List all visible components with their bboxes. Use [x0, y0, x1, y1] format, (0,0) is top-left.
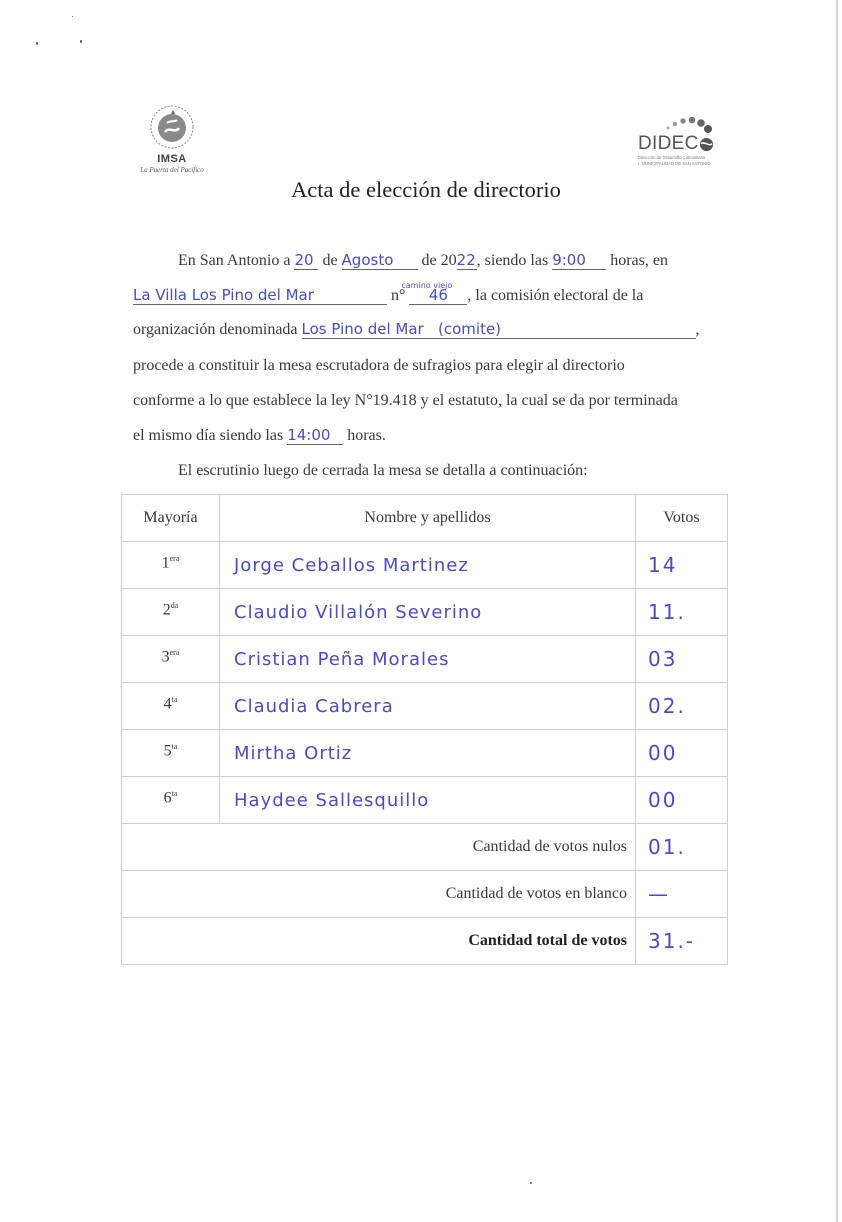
number-field[interactable]: 46: [409, 286, 467, 305]
month-field[interactable]: Agosto: [342, 251, 418, 270]
scan-speck: [530, 1182, 532, 1184]
line-4: [133, 356, 720, 376]
text-n: n°: [391, 287, 406, 304]
text-en-san-antonio: En San Antonio a: [178, 252, 291, 269]
summary-row-total: [122, 918, 728, 965]
text-de-20: de 20: [421, 252, 457, 269]
value-votos-blanco[interactable]: —: [636, 871, 728, 918]
rank-cell: $5^{ta}$: [122, 730, 220, 777]
label-votos-nulos: Cantidad de votos nulos: [122, 824, 636, 871]
candidate-name[interactable]: Claudia Cabrera: [220, 683, 636, 730]
start-hour-field[interactable]: 9:00: [552, 251, 606, 270]
dideco-logo: [638, 112, 720, 166]
text-procede: procede a constituir la mesa escrutadora de sufragios para elegir al directorio: [133, 357, 625, 374]
rank-cell: $4^{ta}$: [122, 683, 220, 730]
table-row: [122, 730, 728, 777]
line-6: [133, 426, 720, 446]
candidate-votes[interactable]: 02.: [636, 683, 728, 730]
candidate-votes[interactable]: 11.: [636, 589, 728, 636]
label-votos-blanco: Cantidad de votos en blanco: [122, 871, 636, 918]
dideco-subtitle-2: I. MUNICIPALIDAD DE SAN ANTONIO: [638, 161, 711, 166]
day-field[interactable]: 20: [294, 251, 318, 270]
candidate-name[interactable]: Cristian Peña Morales: [220, 636, 636, 683]
results-table: [121, 494, 728, 965]
text-de: de: [322, 252, 338, 269]
text-mismo-dia: el mismo día siendo las: [133, 427, 284, 444]
rank-cell: $6^{ta}$: [122, 777, 220, 824]
candidate-votes[interactable]: 00: [636, 777, 728, 824]
table-row: [122, 777, 728, 824]
label-total-votos: Cantidad total de votos: [122, 918, 636, 965]
location-field[interactable]: La Villa Los Pino del Mar: [133, 286, 387, 305]
scan-speck: [36, 42, 38, 45]
candidate-votes[interactable]: 03: [636, 636, 728, 683]
summary-row-blanco: [122, 871, 728, 918]
candidate-name[interactable]: Haydee Sallesquillo: [220, 777, 636, 824]
candidate-votes[interactable]: 14: [636, 542, 728, 589]
line-5: [133, 391, 720, 411]
text-comision: , la comisión electoral de la: [467, 287, 644, 304]
value-total-votos[interactable]: 31.-: [636, 918, 728, 965]
text-conforme: conforme a lo que establece la ley N°19.418 y el estatuto, la cual se da por terminada: [133, 392, 678, 409]
dideco-name: DIDEC: [638, 133, 699, 154]
table-header-row: [122, 495, 728, 542]
text-comma: ,: [695, 321, 700, 338]
imsa-tagline: La Puerta del Pacífico: [140, 166, 204, 174]
candidate-name[interactable]: Jorge Ceballos Martinez: [220, 542, 636, 589]
rank-cell: $2^{da}$: [122, 589, 220, 636]
year-field[interactable]: 22: [456, 251, 476, 269]
text-horas: horas.: [347, 427, 386, 444]
line-3: [133, 320, 720, 340]
header-mayoria: Mayoría: [122, 495, 220, 542]
table-row: [122, 589, 728, 636]
candidate-votes[interactable]: 00: [636, 730, 728, 777]
document-title: Acta de elección de directorio: [291, 177, 561, 202]
line-1: [178, 251, 720, 271]
text-siendo-las: , siendo las: [476, 252, 549, 269]
table-row: [122, 636, 728, 683]
rank-cell: $3^{era}$: [122, 636, 220, 683]
text-organizacion: organización denominada: [133, 321, 298, 338]
rank-cell: $1^{era}$: [122, 542, 220, 589]
candidate-name[interactable]: Claudio Villalón Severino: [220, 589, 636, 636]
line-2: [133, 281, 720, 306]
organization-field[interactable]: Los Pino del Mar (comite): [302, 320, 696, 339]
header-votos: Votos: [636, 495, 728, 542]
imsa-seal-icon: [149, 104, 195, 150]
line-7: [178, 461, 765, 481]
end-hour-field[interactable]: 14:00: [287, 426, 343, 445]
scan-speck: [80, 40, 82, 43]
candidate-name[interactable]: Mirtha Ortiz: [220, 730, 636, 777]
dideco-subtitle-1: Dirección de Desarrollo Comunitario: [638, 155, 706, 160]
header-nombre: Nombre y apellidos: [220, 495, 636, 542]
text-horas-en: horas, en: [610, 252, 668, 269]
summary-row-nulos: [122, 824, 728, 871]
scan-speck: [72, 16, 73, 17]
dideco-dots-icon: [658, 112, 718, 134]
text-escrutinio: El escrutinio luego de cerrada la mesa se detalla a continuación:: [178, 462, 588, 479]
street-note: camino viejo: [401, 281, 453, 290]
table-row: [122, 683, 728, 730]
imsa-logo: [132, 104, 212, 174]
table-row: [122, 542, 728, 589]
imsa-name: IMSA: [157, 153, 187, 165]
dideco-o-globe-icon: [699, 137, 714, 152]
value-votos-nulos[interactable]: 01.: [636, 824, 728, 871]
